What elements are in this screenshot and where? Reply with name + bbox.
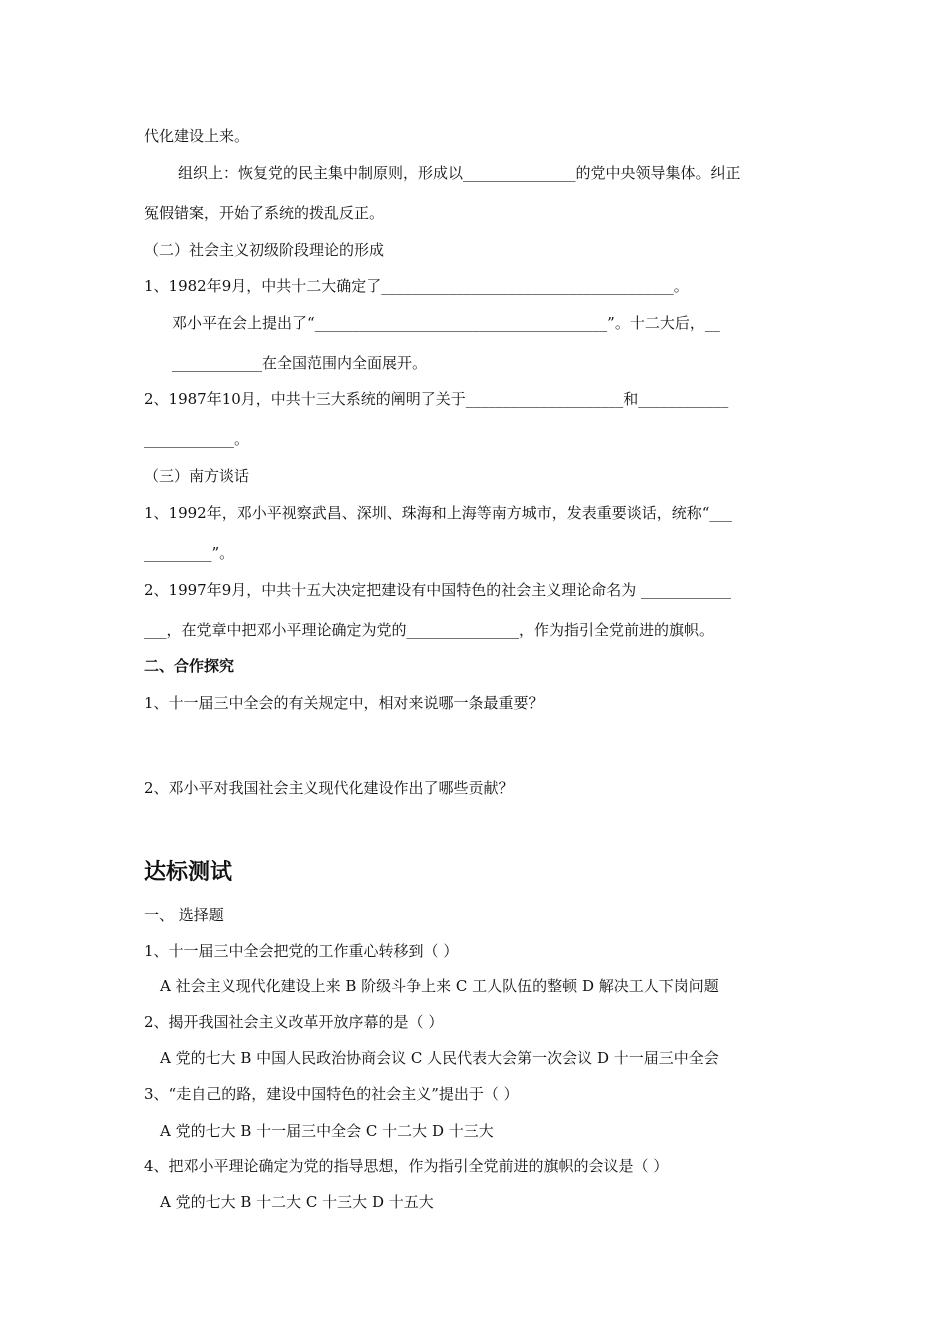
page-title: 达标测试 bbox=[144, 860, 233, 885]
question: 2、揭开我国社会主义改革开放序幕的是（ ） bbox=[144, 1013, 444, 1031]
text-line: 1、1982年9月，中共十二大确定了_______________________________________。 bbox=[144, 277, 689, 295]
section-heading: 一、 选择题 bbox=[144, 906, 224, 924]
section-heading: 二、合作探究 bbox=[144, 657, 235, 675]
text-line: 代化建设上来。 bbox=[144, 127, 250, 145]
answer-options: A 党的七大 B 十一届三中全会 C 十二大 D 十三大 bbox=[160, 1122, 494, 1140]
question: 3、“走自己的路，建设中国特色的社会主义”提出于（ ） bbox=[144, 1085, 519, 1103]
text-line: ____________在全国范围内全面展开。 bbox=[172, 354, 428, 372]
answer-options: A 党的七大 B 中国人民政治协商会议 C 人民代表大会第一次会议 D 十一届三中全会 bbox=[160, 1049, 719, 1067]
question: 2、邓小平对我国社会主义现代化建设作出了哪些贡献？ bbox=[144, 779, 514, 797]
question: 1、十一届三中全会把党的工作重心转移到（ ） bbox=[144, 942, 459, 960]
text-line: ___，在党章中把邓小平理论确定为党的_______________，作为指引全党前进的旗帜。 bbox=[144, 621, 715, 639]
question: 4、把邓小平理论确定为党的指导思想，作为指引全党前进的旗帜的会议是（ ） bbox=[144, 1157, 669, 1175]
text-line: 冤假错案，开始了系统的拨乱反正。 bbox=[144, 204, 385, 222]
text-line: 邓小平在会上提出了“_______________________________________”。十二大后，__ bbox=[172, 314, 720, 332]
answer-options: A 党的七大 B 十二大 C 十三大 D 十五大 bbox=[160, 1193, 434, 1211]
text-line: 2、1997年9月，中共十五大决定把建设有中国特色的社会主义理论命名为 ____________ bbox=[144, 581, 732, 599]
question: 1、十一届三中全会的有关规定中，相对来说哪一条最重要？ bbox=[144, 694, 544, 712]
section-heading: （三）南方谈话 bbox=[144, 467, 250, 485]
text-line: _________”。 bbox=[144, 544, 235, 562]
answer-options: A 社会主义现代化建设上来 B 阶级斗争上来 C 工人队伍的整顿 D 解决工人下岗问题 bbox=[160, 977, 719, 995]
text-line: 组织上：恢复党的民主集中制原则，形成以_______________的党中央领导集体。纠正 bbox=[178, 164, 741, 182]
text-line: ____________。 bbox=[144, 430, 250, 448]
text-line: 1、1992年，邓小平视察武昌、深圳、珠海和上海等南方城市，发表重要谈话，统称“___ bbox=[144, 504, 732, 522]
text-line: 2、1987年10月，中共十三大系统的阐明了关于_____________________和____________ bbox=[144, 390, 729, 408]
section-heading: （二）社会主义初级阶段理论的形成 bbox=[144, 241, 385, 259]
